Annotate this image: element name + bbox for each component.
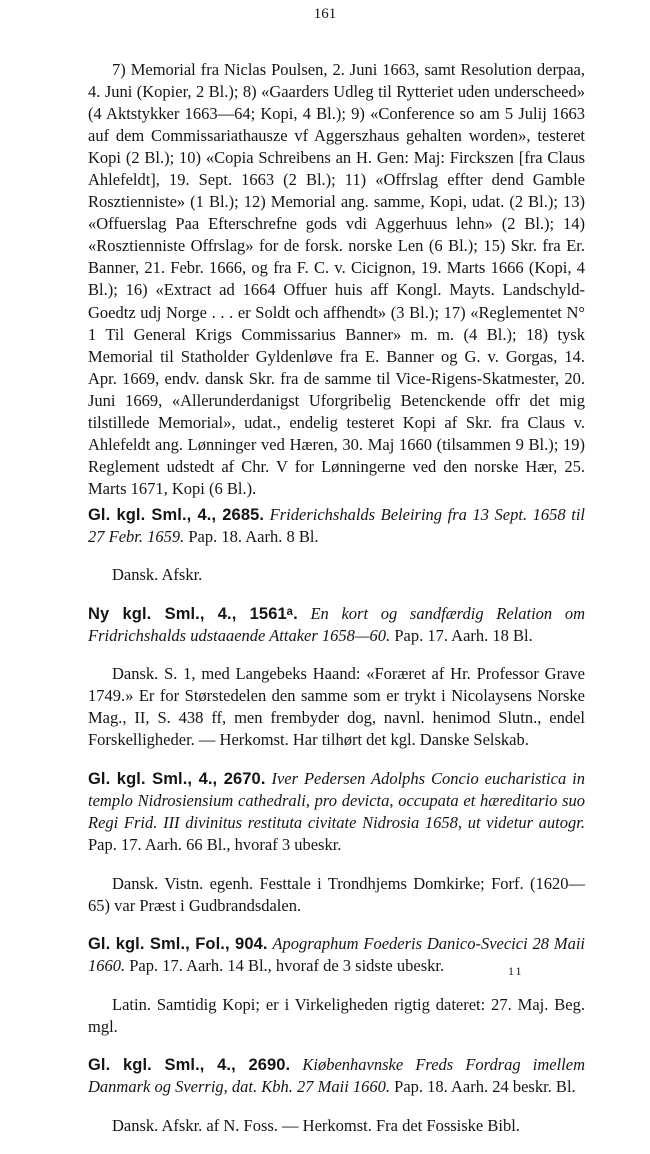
- entry-note: Dansk. Vistn. egenh. Festtale i Trondhjems Domkirke; Forf. (1620—65) var Præst i Gudbrandsdalen.: [88, 873, 585, 915]
- entry-title: Iver Pedersen Adolphs Concio eucharistica in templo Nidrosiensium cathedrali, pro devicta, occupata et hæreditario suo Regi Frid. III divinitus restituta civitate Nidrosia 1658, ut videtur autogr.: [88, 768, 585, 833]
- shelfmark: Gl. kgl. Sml., 4., 2685.: [88, 505, 265, 524]
- entry-title: Apographum Foederis Danico-Svecici 28 Maii 1660.: [88, 934, 586, 976]
- catalog-entry: [88, 504, 585, 587]
- entry-note: Latin. Samtidig Kopi; er i Virkeligheden rigtig dateret: 27. Maj. Beg. mgl.: [88, 994, 585, 1036]
- catalog-entry: [88, 768, 585, 917]
- catalog-entry: [88, 1054, 585, 1137]
- entry-meta: Pap. 18. Aarh. 24 beskr. Bl.: [394, 1077, 576, 1097]
- catalog-entry: [88, 933, 585, 1038]
- page-number: 161: [313, 6, 337, 22]
- entry-title: Friderichshalds Beleiring fra 13 Sept. 1658 til 27 Febr. 1659.: [88, 504, 586, 546]
- catalog-entries: [88, 487, 585, 1154]
- shelfmark: Gl. kgl. Sml., 4., 2690.: [88, 1056, 291, 1075]
- entry-note: Dansk. Afskr.: [112, 565, 203, 585]
- shelfmark: Gl. kgl. Sml., 4., 2670.: [88, 769, 266, 788]
- entry-meta: Pap. 17. Aarh. 18 Bl.: [394, 625, 533, 645]
- entry-note: Dansk. S. 1, med Langebeks Haand: «Foræret af Hr. Professor Grave 1749.» Er for Størstedelen den samme som er trykt i Nicolaysens Norske Mag., II, S. 438 ff, men frembyder dog, navnl. henimod Slutn., endel Forskelligheder. — Herkomst. Har tilhørt det kgl. Danske Selskab.: [88, 664, 585, 750]
- entry-meta: Pap. 17. Aarh. 14 Bl., hvoraf de 3 sidste ubeskr.: [129, 956, 445, 976]
- entry-meta: Pap. 18. Aarh. 8 Bl.: [188, 526, 319, 546]
- shelfmark: Ny kgl. Sml., 4., 1561ᵃ.: [88, 604, 298, 623]
- catalog-entry: [88, 603, 585, 752]
- shelfmark: Gl. kgl. Sml., Fol., 904.: [88, 935, 268, 954]
- entry-note: Dansk. Afskr. af N. Foss. — Herkomst. Fra det Fossiske Bibl.: [112, 1115, 520, 1135]
- entry-title: En kort og sandfærdig Relation om Fridrichshalds udstaaende Attaker 1658—60.: [88, 603, 586, 645]
- entry-meta: Pap. 17. Aarh. 66 Bl., hvoraf 3 ubeskr.: [88, 835, 342, 855]
- entry-title: Kiøbenhavnske Freds Fordrag imellem Danmark og Sverrig, dat. Kbh. 27 Maii 1660.: [88, 1055, 586, 1097]
- continuation-paragraph: 7) Memorial fra Niclas Poulsen, 2. Juni 1663, samt Resolution derpaa, 4. Juni (Kopier, 2 Bl.); 8) «Gaarders Udleg til Rytteriet uden underscheed» (4 Aktstykker 1663—64; Kopi, 4 Bl.); 9) «Conference so am 5 Julij 1663 auf dem Commissariathausze vf Aggerszhaus gehalten worden», testeret Kopi (2 Bl.); 10) «Copia Schreibens an H. Gen: Maj: Firckszen [fra Claus Ahlefeldt], 19. Sept. 1663 (2 Bl.); 11) «Offrslag effter dend Gamble Rosztienniste» (1 Bl.); 12) Memorial ang. samme, Kopi, udat. (2 Bl.); 13) «Offuerslag Paa Efterschrefne gods vdi Aggerhuus lehn» (2 Bl.); 14) «Rosztienniste Offrslag» for de forsk. norske Len (6 Bl.); 15) Skr. fra Er. Banner, 21. Febr. 1666, og fra F. C. v. Cicignon, 19. Marts 1666 (Kopi, 4 Bl.); 16) «Extract ad 1664 Offuer huis aff Kongl. Mayts. Landschyld-Goedtz udj Norge . . . er Soldt och affhendt» (3 Bl.); 17) «Reglementet N° 1 Til General Krigs Commissarius Banner» m. m. (4 Bl.); 18) tysk Memorial til Statholder Gyldenløve fra E. Banner og G. v. Gorgas, 14. Apr. 1669, endv. dansk Skr. fra de samme til Vice-Rigens-Skatmester, 20. Juni 1669, «Allerunderdanigst Uforgribelig Betenckende offr det mig tilstillede Memorial», udat., endelig testeret Kopi af Skr. fra Claus v. Ahlefeldt ang. Lønninger ved Hæren, 30. Maj 1660 (tilsammen 9 Bl.); 19) Reglement udstedt af Chr. V for Lønningerne ved den norske Hær, 25. Marts 1671, Kopi (6 Bl.).: [88, 60, 585, 498]
- signature-mark: 11: [508, 964, 524, 978]
